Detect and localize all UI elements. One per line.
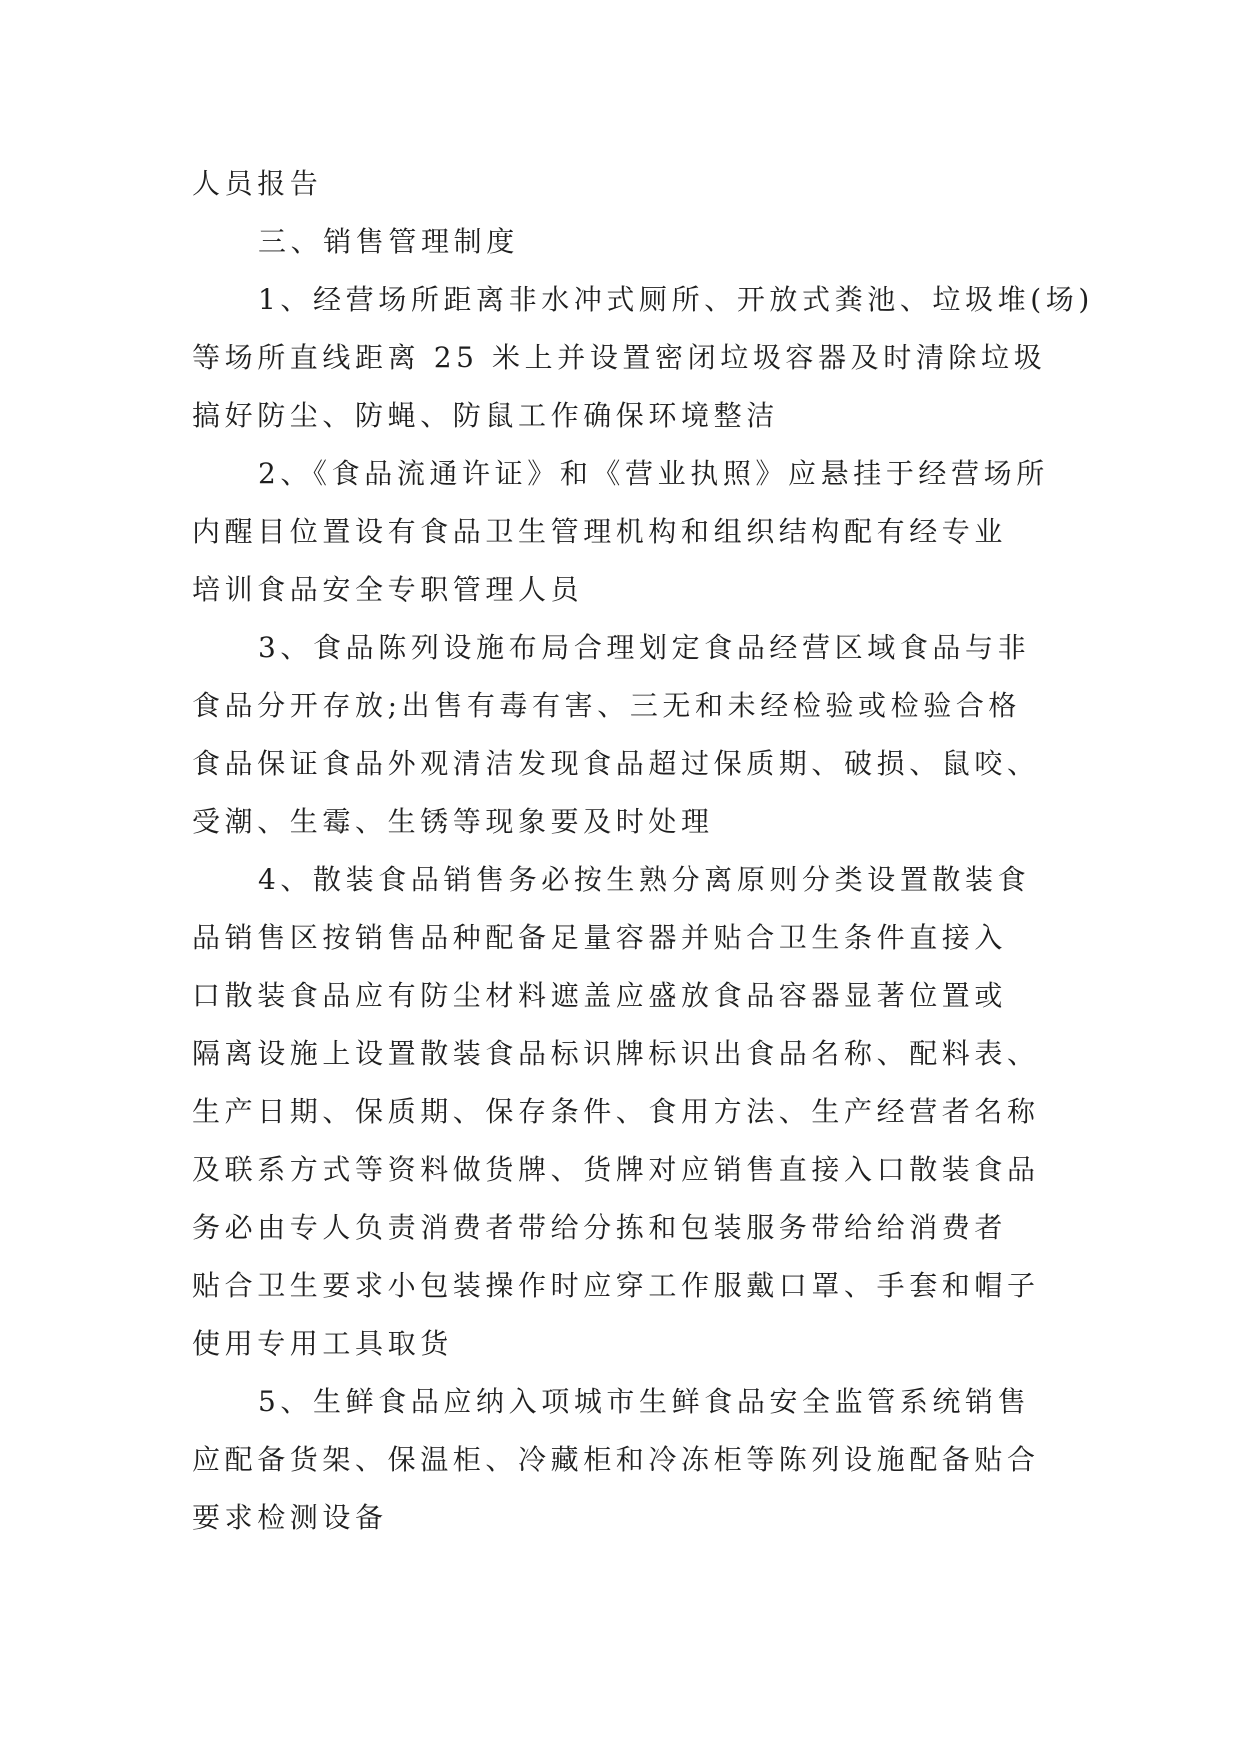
paragraph-item-4 [192,851,1052,1373]
text-line: 品销售区按销售品种配备足量容器并贴合卫生条件直接入 [192,921,1008,954]
text-line: 5、生鲜食品应纳入项城市生鲜食品安全监管系统销售 [258,1385,1031,1418]
text-line: 受潮、生霉、生锈等现象要及时处理 [192,805,714,838]
paragraph-item-2 [192,445,1052,619]
text-line: 培训食品安全专职管理人员 [192,573,584,606]
text-line: 贴合卫生要求小包装操作时应穿工作服戴口罩、手套和帽子 [192,1269,1040,1302]
paragraph-heading-3 [192,213,1052,271]
text-line: 2、《食品流通许证》和《营业执照》应悬挂于经营场所 [258,457,1049,490]
text-line: 搞好防尘、防蝇、防鼠工作确保环境整洁 [192,399,779,432]
text-line: 内醒目位置设有食品卫生管理机构和组织结构配有经专业 [192,515,1008,548]
text-line: 4、散装食品销售务必按生熟分离原则分类设置散装食 [258,863,1031,896]
paragraph-item-1 [192,271,1094,445]
text-line: 食品保证食品外观清洁发现食品超过保质期、破损、鼠咬、 [192,747,1040,780]
text-line: 隔离设施上设置散装食品标识牌标识出食品名称、配料表、 [192,1037,1040,1070]
paragraph-intro [192,155,1052,213]
text-line: 1、经营场所距离非水冲式厕所、开放式粪池、垃圾堆(场) [258,283,1094,316]
text-line: 务必由专人负责消费者带给分拣和包装服务带给给消费者 [192,1211,1008,1244]
text-line: 使用专用工具取货 [192,1327,453,1360]
text-line: 等场所直线距离 25 米上并设置密闭垃圾容器及时清除垃圾 [192,341,1047,374]
text-line: 食品分开存放;出售有毒有害、三无和未经检验或检验合格 [192,689,1022,722]
text-line: 要求检测设备 [192,1501,388,1534]
text-line: 口散装食品应有防尘材料遮盖应盛放食品容器显著位置或 [192,979,1008,1012]
text-line: 应配备货架、保温柜、冷藏柜和冷冻柜等陈列设施配备贴合 [192,1443,1040,1476]
text-line: 生产日期、保质期、保存条件、食用方法、生产经营者名称 [192,1095,1040,1128]
text-line: 三、销售管理制度 [258,225,519,258]
paragraph-item-5 [192,1373,1052,1547]
text-line: 人员报告 [192,167,323,200]
document-body [192,155,1094,1547]
paragraph-item-3 [192,619,1052,851]
text-line: 3、食品陈列设施布局合理划定食品经营区域食品与非 [258,631,1031,664]
text-line: 及联系方式等资料做货牌、货牌对应销售直接入口散装食品 [192,1153,1040,1186]
